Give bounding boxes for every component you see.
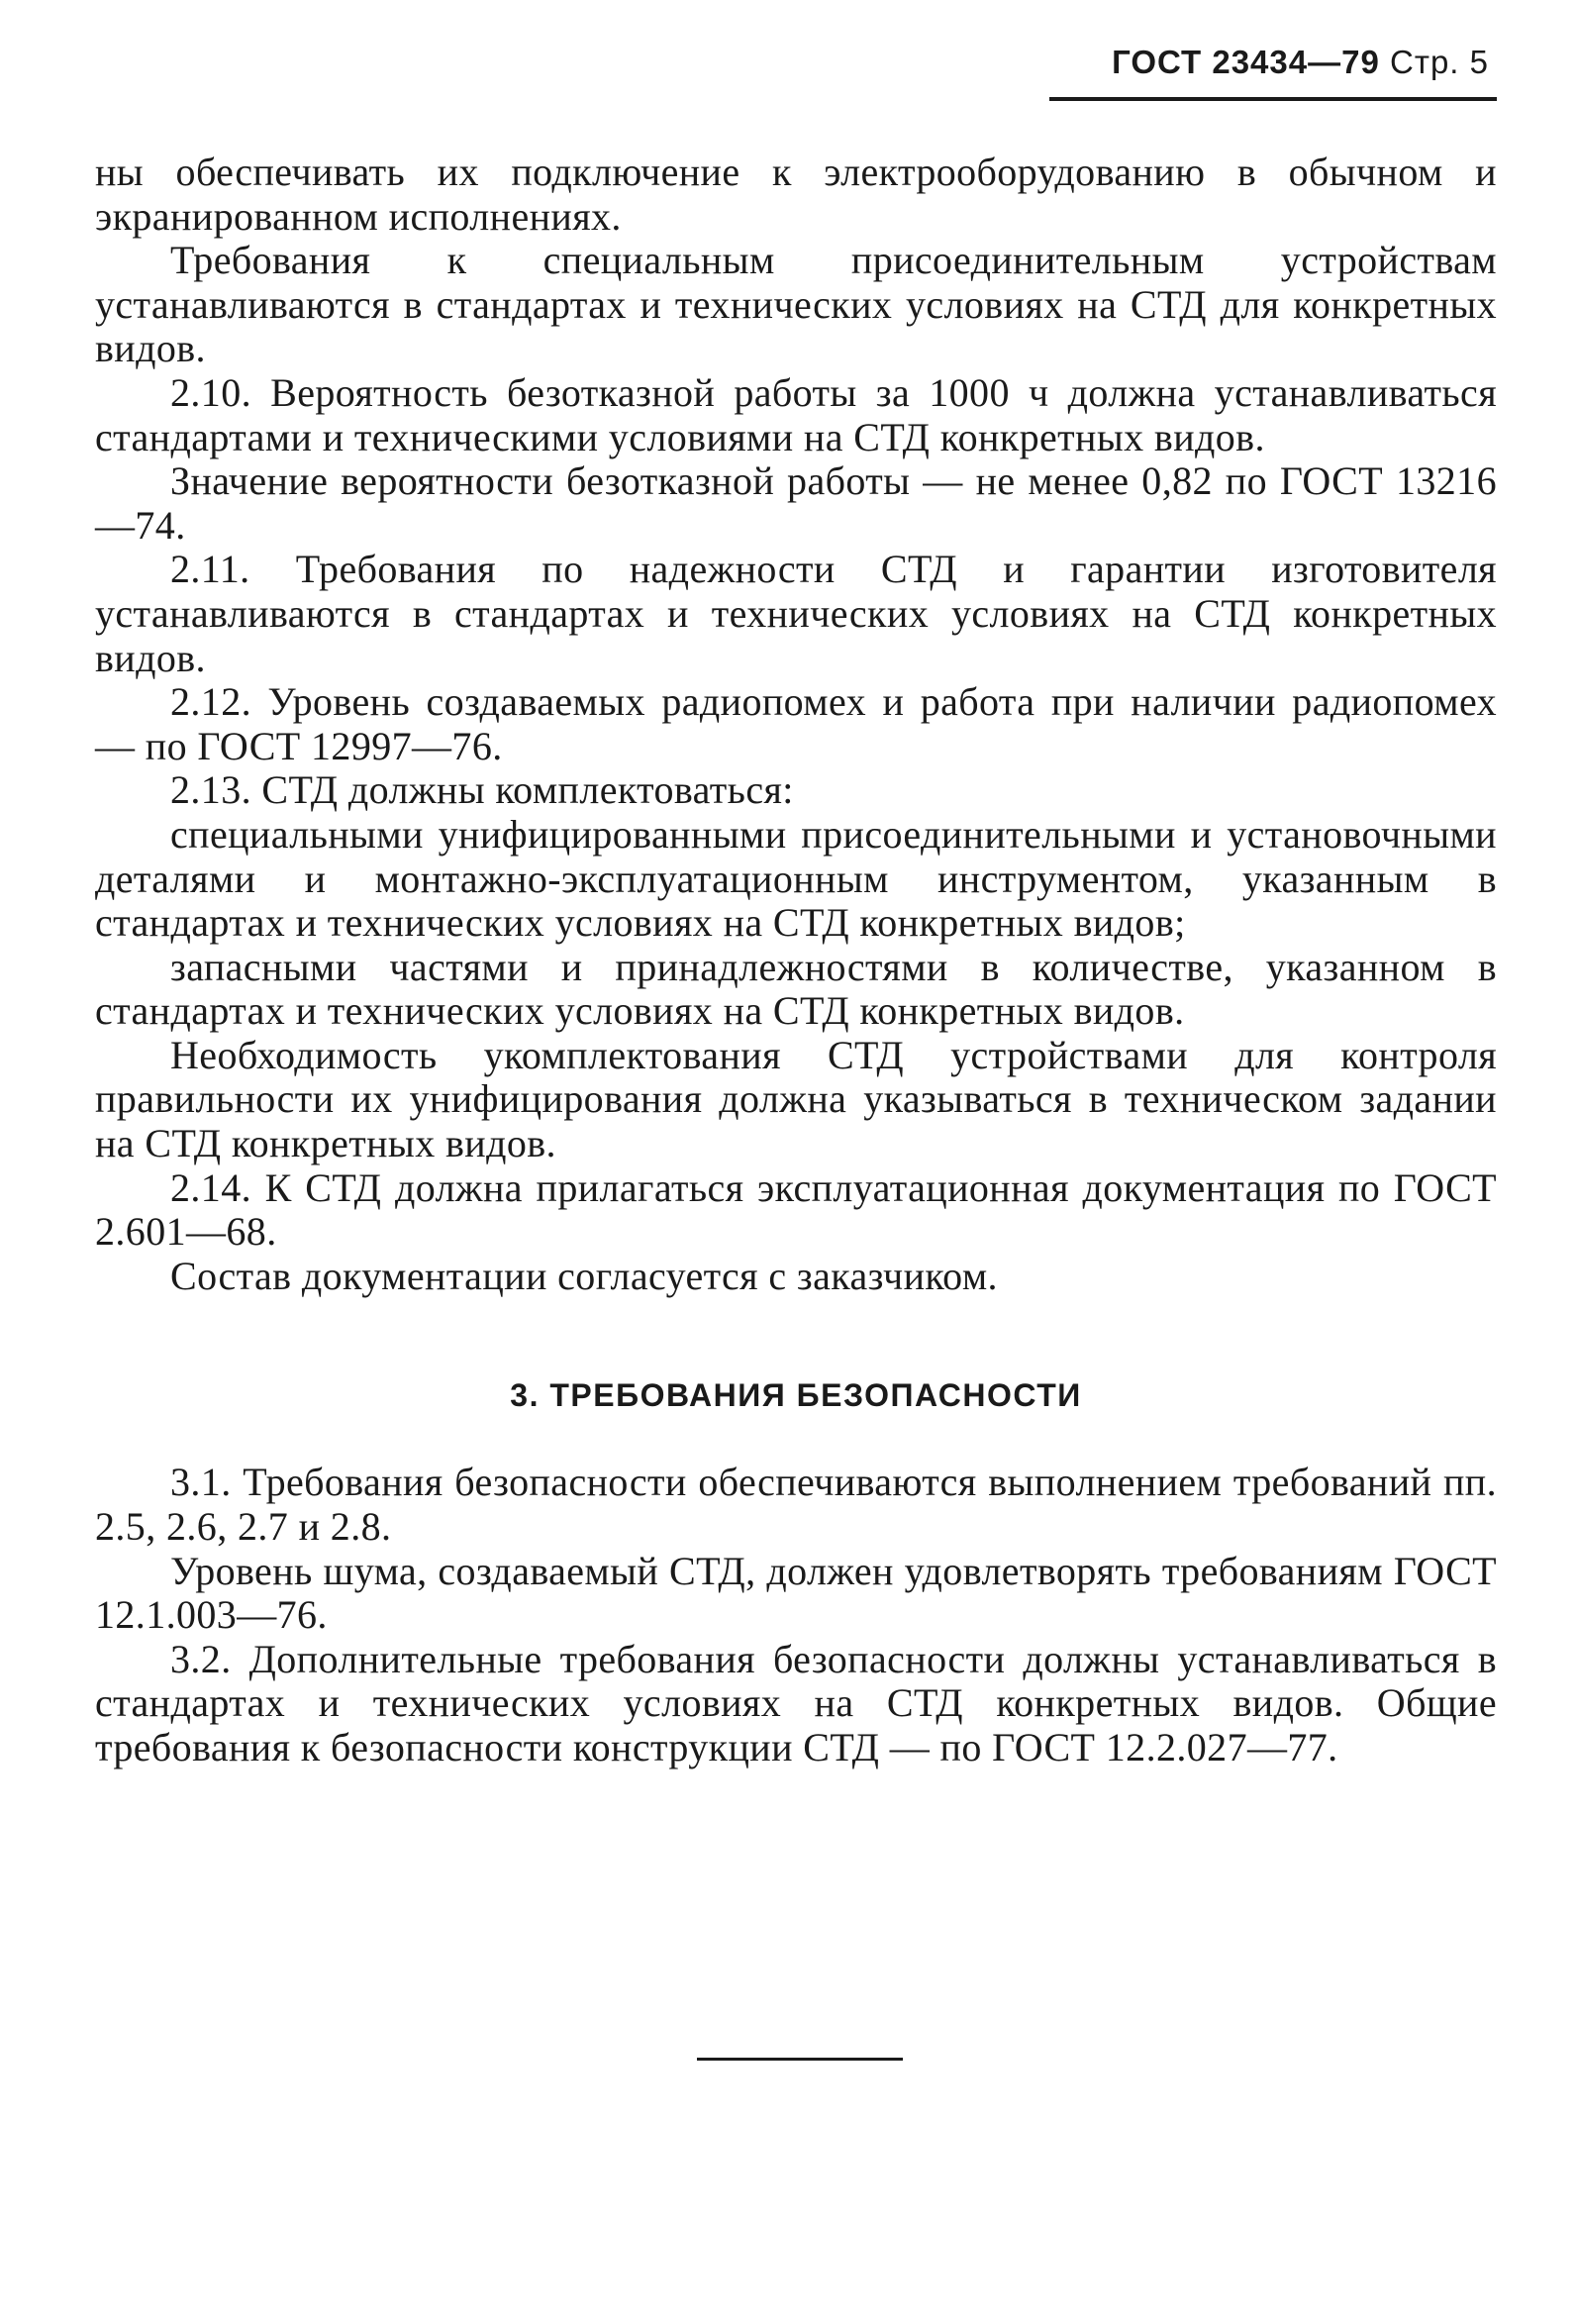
section-heading: 3. ТРЕБОВАНИЯ БЕЗОПАСНОСТИ (510, 1377, 1082, 1414)
paragraph: специальными унифицированными присоединительными и установочными деталями и монтажно-эксплуатационным инструментом, указанным в стандартах и технических условиях на СТД конкретных видов; (95, 811, 1497, 946)
paragraph: Требования к специальным присоединительным устройствам устанавливаются в стандартах и технических условиях на СТД для конкретных видов. (95, 238, 1497, 371)
paragraph-clause-2-10: 2.10. Вероятность безотказной работы за 1000 ч должна устанавливаться стандартами и техническими условиями на СТД конкретных видов. (95, 369, 1497, 459)
paragraph-clause-2-11: 2.11. Требования по надежности СТД и гарантии изготовителя устанавливаются в стандартах и технических условиях на СТД конкретных видов. (95, 547, 1497, 680)
paragraph-clause-2-13: 2.13. СТД должны комплектоваться: (170, 767, 794, 813)
page-number: Стр. 5 (1390, 44, 1489, 80)
header-rule (1049, 97, 1497, 101)
paragraph: ны обеспечивать их подключение к электрооборудованию в обычном и экранированном исполнениях. (95, 150, 1497, 239)
text-body (95, 151, 1497, 1770)
standard-number: ГОСТ 23434—79 (1112, 44, 1380, 80)
running-header (1112, 44, 1489, 81)
paragraph: запасными частями и принадлежностями в количестве, указанном в стандартах и технических условиях на СТД конкретных видов. (95, 944, 1497, 1034)
paragraph: Значение вероятности безотказной работы — не менее 0,82 по ГОСТ 13216—74. (95, 458, 1497, 548)
paragraph-clause-3-1: 3.1. Требования безопасности обеспечиваются выполнением требований пп. 2.5, 2.6, 2.7 и 2.8. (95, 1460, 1497, 1550)
paragraph: Необходимость укомплектования СТД устройствами для контроля правильности их унифицирования должна указываться в техническом задании на СТД конкретных видов. (95, 1032, 1497, 1166)
paragraph-clause-2-14: 2.14. К СТД должна прилагаться эксплуатационная документация по ГОСТ 2.601—68. (95, 1164, 1497, 1255)
paragraph-clause-2-12: 2.12. Уровень создаваемых радиопомех и работа при наличии радиопомех — по ГОСТ 12997—76. (95, 679, 1497, 768)
paragraph-clause-3-2: 3.2. Дополнительные требования безопасности должны устанавливаться в стандартах и технических условиях на СТД конкретных видов. Общие требования к безопасности конструкции СТД — по ГОСТ 12.2.027—77. (95, 1636, 1497, 1769)
paragraph: Уровень шума, создаваемый СТД, должен удовлетворять требованиям ГОСТ 12.1.003—76. (95, 1548, 1497, 1638)
paragraph: Состав документации согласуется с заказчиком. (170, 1253, 998, 1298)
end-rule (697, 2058, 903, 2061)
